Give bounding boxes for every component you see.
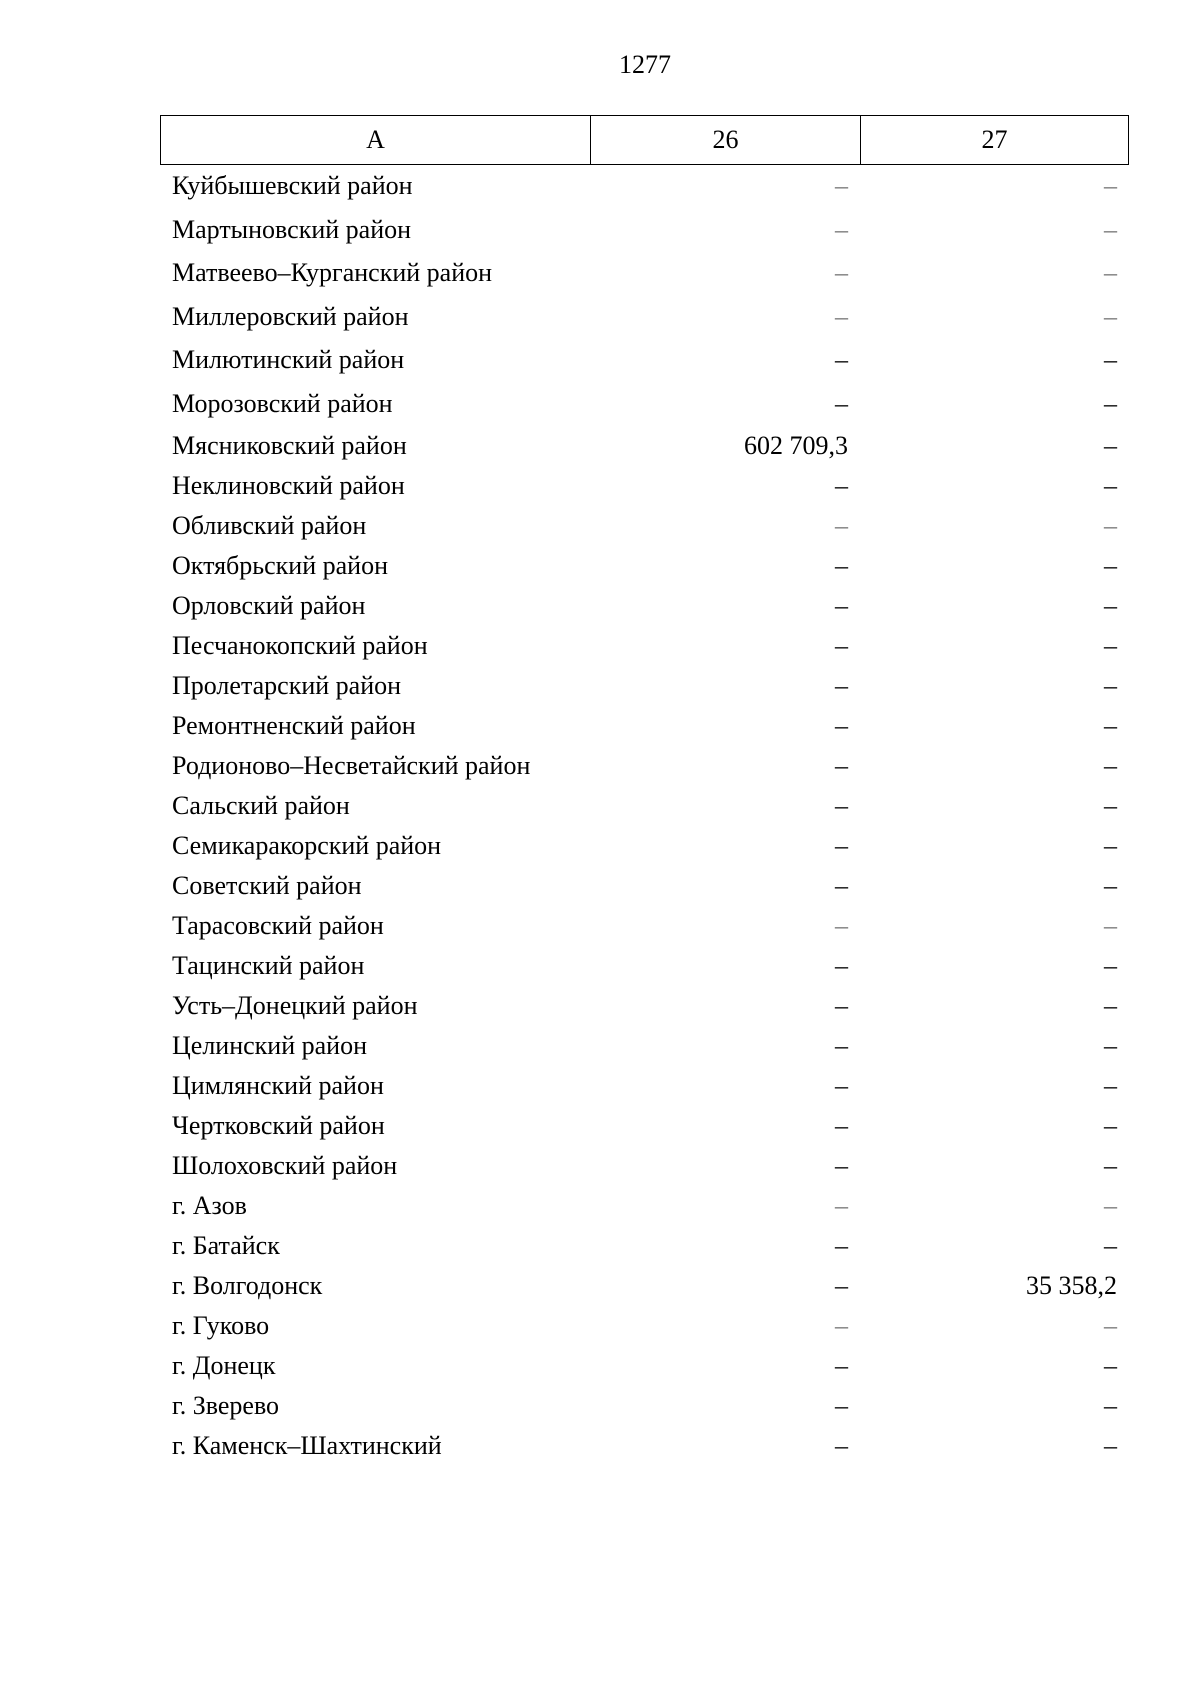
table-header — [160, 115, 1129, 165]
row-name: Цимлянский район — [172, 1071, 384, 1100]
row-value-27: – — [1104, 671, 1117, 700]
row-value-27: – — [1104, 1151, 1117, 1180]
row-value-27: – — [1104, 302, 1117, 331]
table-row — [160, 1266, 1129, 1306]
row-value-26: – — [835, 951, 848, 980]
header-col-a: А — [161, 116, 591, 164]
row-value-27: 35 358,2 — [1026, 1271, 1117, 1300]
row-value-27: – — [1104, 1031, 1117, 1060]
row-value-27: – — [1104, 831, 1117, 860]
table-row — [160, 586, 1129, 626]
row-value-27: – — [1104, 871, 1117, 900]
row-value-26: – — [835, 591, 848, 620]
row-value-26: – — [835, 1311, 848, 1340]
row-value-27: – — [1104, 1311, 1117, 1340]
row-value-26: – — [835, 171, 848, 200]
table-row — [160, 706, 1129, 746]
row-value-26: – — [835, 1391, 848, 1420]
table-row — [160, 466, 1129, 506]
row-value-27: – — [1104, 1231, 1117, 1260]
table-row — [160, 340, 1129, 380]
row-value-26: – — [835, 911, 848, 940]
table-row — [160, 1426, 1129, 1466]
row-value-26: – — [835, 389, 848, 418]
row-value-26: – — [835, 1191, 848, 1220]
row-value-26: – — [835, 1351, 848, 1380]
row-name: г. Донецк — [172, 1351, 276, 1380]
row-name: Ремонтненский район — [172, 711, 416, 740]
row-name: Милютинский район — [172, 345, 405, 374]
row-value-26: – — [835, 871, 848, 900]
row-name: Советский район — [172, 871, 362, 900]
row-name: Шолоховский район — [172, 1151, 398, 1180]
row-value-27: – — [1104, 511, 1117, 540]
row-name: Песчанокопский район — [172, 631, 428, 660]
row-value-27: – — [1104, 258, 1117, 287]
row-name: Октябрьский район — [172, 551, 388, 580]
row-value-27: – — [1104, 389, 1117, 418]
row-value-27: – — [1104, 991, 1117, 1020]
row-value-27: – — [1104, 791, 1117, 820]
row-name: Морозовский район — [172, 389, 393, 418]
table-row — [160, 1106, 1129, 1146]
table-row — [160, 210, 1129, 250]
row-value-26: 602 709,3 — [744, 431, 848, 460]
row-value-26: – — [835, 1071, 848, 1100]
row-name: Мартыновский район — [172, 215, 412, 244]
row-value-26: – — [835, 215, 848, 244]
table-row — [160, 297, 1129, 337]
row-name: Тарасовский район — [172, 911, 384, 940]
row-value-27: – — [1104, 1191, 1117, 1220]
table-row — [160, 166, 1129, 206]
row-name: г. Азов — [172, 1191, 247, 1220]
row-name: Целинский район — [172, 1031, 367, 1060]
row-name: Семикаракорский район — [172, 831, 442, 860]
row-name: г. Батайск — [172, 1231, 280, 1260]
table-row — [160, 786, 1129, 826]
row-value-26: – — [835, 511, 848, 540]
table-row — [160, 746, 1129, 786]
row-value-26: – — [835, 1431, 848, 1460]
row-name: Чертковский район — [172, 1111, 385, 1140]
row-name: Усть–Донецкий район — [172, 991, 418, 1020]
row-name: Миллеровский район — [172, 302, 409, 331]
table-row — [160, 253, 1129, 293]
row-value-27: – — [1104, 711, 1117, 740]
row-name: Пролетарский район — [172, 671, 402, 700]
table-row — [160, 626, 1129, 666]
row-value-26: – — [835, 751, 848, 780]
row-value-27: – — [1104, 431, 1117, 460]
page-number: 1277 — [619, 50, 671, 79]
row-value-27: – — [1104, 911, 1117, 940]
row-name: Матвеево–Курганский район — [172, 258, 493, 287]
row-value-26: – — [835, 991, 848, 1020]
row-value-26: – — [835, 551, 848, 580]
row-value-27: – — [1104, 345, 1117, 374]
row-value-27: – — [1104, 1071, 1117, 1100]
row-name: Обливский район — [172, 511, 367, 540]
row-name: г. Зверево — [172, 1391, 280, 1420]
row-value-27: – — [1104, 1431, 1117, 1460]
table-row — [160, 426, 1129, 466]
table-row — [160, 1306, 1129, 1346]
row-name: Орловский район — [172, 591, 366, 620]
table-row — [160, 1186, 1129, 1226]
row-name: г. Гуково — [172, 1311, 270, 1340]
row-value-26: – — [835, 1111, 848, 1140]
row-value-26: – — [835, 258, 848, 287]
header-col-27: 27 — [981, 125, 1008, 154]
row-value-27: – — [1104, 171, 1117, 200]
table-row — [160, 1026, 1129, 1066]
row-name: Мясниковский район — [172, 431, 407, 460]
table-row — [160, 1346, 1129, 1386]
row-value-26: – — [835, 791, 848, 820]
row-value-27: – — [1104, 591, 1117, 620]
row-value-26: – — [835, 671, 848, 700]
table-row — [160, 866, 1129, 906]
row-value-26: – — [835, 631, 848, 660]
row-value-26: – — [835, 711, 848, 740]
row-name: Куйбышевский район — [172, 171, 413, 200]
row-value-27: – — [1104, 471, 1117, 500]
row-name: Тацинский район — [172, 951, 365, 980]
table-row — [160, 906, 1129, 946]
row-value-27: – — [1104, 1111, 1117, 1140]
row-name: г. Каменск–Шахтинский — [172, 1431, 442, 1460]
row-value-27: – — [1104, 1391, 1117, 1420]
row-value-26: – — [835, 471, 848, 500]
table-row — [160, 826, 1129, 866]
row-value-27: – — [1104, 631, 1117, 660]
table-row — [160, 546, 1129, 586]
row-name: Сальский район — [172, 791, 350, 820]
table-row — [160, 1066, 1129, 1106]
row-value-27: – — [1104, 751, 1117, 780]
header-col-26: 26 — [591, 116, 861, 164]
table-row — [160, 506, 1129, 546]
row-value-27: – — [1104, 551, 1117, 580]
table-row — [160, 1226, 1129, 1266]
table-row — [160, 986, 1129, 1026]
table-row — [160, 946, 1129, 986]
row-name: г. Волгодонск — [172, 1271, 323, 1300]
table-row — [160, 1146, 1129, 1186]
row-value-26: – — [835, 1231, 848, 1260]
row-name: Неклиновский район — [172, 471, 405, 500]
table-row — [160, 384, 1129, 424]
row-value-26: – — [835, 345, 848, 374]
row-value-26: – — [835, 1271, 848, 1300]
row-value-26: – — [835, 831, 848, 860]
row-name: Родионово–Несветайский район — [172, 751, 531, 780]
table-row — [160, 666, 1129, 706]
row-value-26: – — [835, 1151, 848, 1180]
row-value-26: – — [835, 302, 848, 331]
row-value-27: – — [1104, 951, 1117, 980]
row-value-26: – — [835, 1031, 848, 1060]
row-value-27: – — [1104, 1351, 1117, 1380]
row-value-27: – — [1104, 215, 1117, 244]
table-row — [160, 1386, 1129, 1426]
